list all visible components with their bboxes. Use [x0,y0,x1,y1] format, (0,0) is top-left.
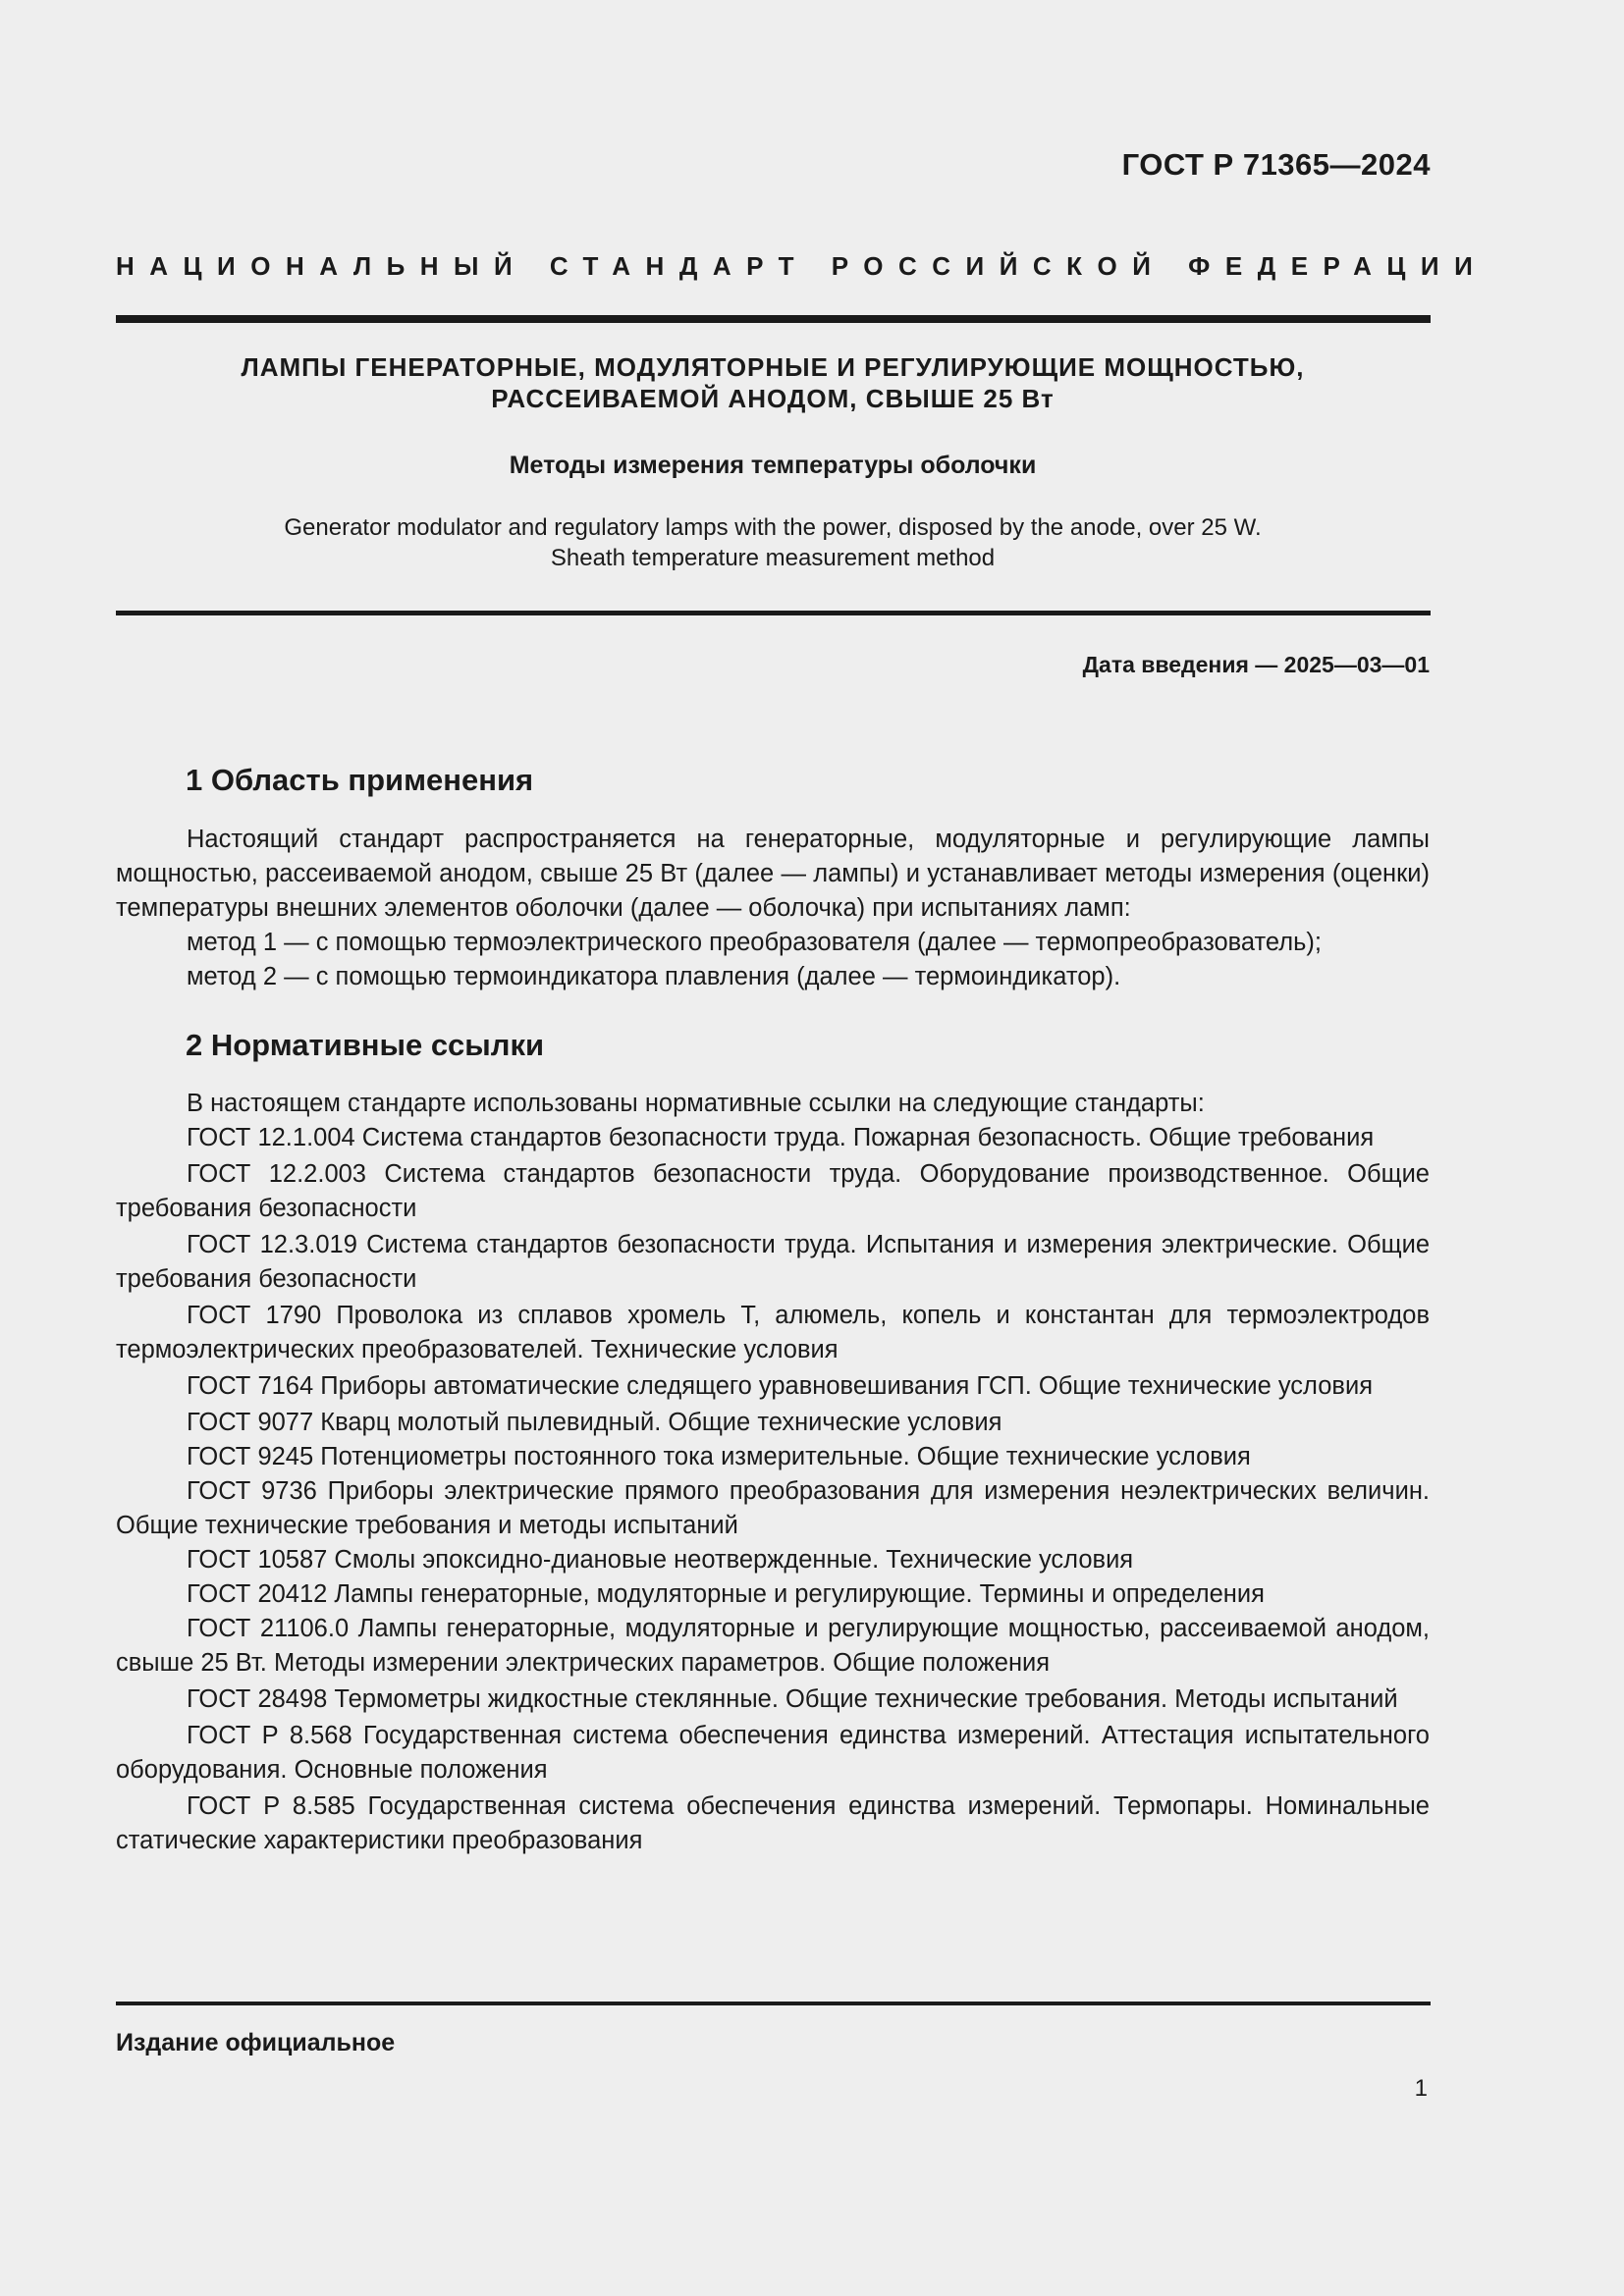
method-2: метод 2 — с помощью термоиндикатора плавления (далее — термоиндикатор). [187,963,1121,990]
document-title [116,351,1430,414]
page-number: 1 [1414,2075,1428,2102]
references-intro: В настоящем стандарте использованы нормативные ссылки на следующие стандарты: [187,1090,1205,1117]
scope-paragraph: Настоящий стандарт распространяется на генераторные, модуляторные и регулирующие лампы мощностью, рассеиваемой анодом, свыше 25 Вт (далее — лампы) и устанавливает методы измерения (оценки) температуры внешних элементов оболочки (далее — оболочка) при испытаниях ламп: [116,826,1430,922]
reference-item: ГОСТ 10587 Смолы эпоксидно-диановые неотвержденные. Технические условия [187,1546,1134,1574]
reference-item: ГОСТ 12.1.004 Система стандартов безопасности труда. Пожарная безопасность. Общие требования [187,1124,1375,1151]
section-1-heading: 1 Область применения [186,763,534,797]
reference-item: ГОСТ 20412 Лампы генераторные, модуляторные и регулирующие. Термины и определения [187,1580,1265,1608]
footer-divider [116,2002,1431,2005]
reference-item: ГОСТ 28498 Термометры жидкостные стеклянные. Общие технические требования. Методы испытаний [187,1685,1398,1713]
header-divider [116,315,1431,323]
english-title-line-2: Sheath temperature measurement method [550,545,996,571]
title-line-2: РАССЕИВАЕМОЙ АНОДОМ, СВЫШЕ 25 Вт [491,384,1055,413]
reference-item: ГОСТ 9077 Кварц молотый пылевидный. Общие технические условия [187,1409,1002,1436]
reference-item: ГОСТ 21106.0 Лампы генераторные, модуляторные и регулирующие мощностью, рассеиваемой анодом, свыше 25 Вт. Методы измерении электрических параметров. Общие положения [116,1615,1430,1677]
reference-item: ГОСТ Р 8.568 Государственная система обеспечения единства измерений. Аттестация испытательного оборудования. Основные положения [116,1722,1430,1784]
reference-item: ГОСТ 12.3.019 Система стандартов безопасности труда. Испытания и измерения электрические. Общие требования безопасности [116,1231,1430,1293]
reference-item: ГОСТ Р 8.585 Государственная система обеспечения единства измерений. Термопары. Номинальные статические характеристики преобразования [116,1792,1430,1854]
section-1-body [116,823,1430,994]
reference-item: ГОСТ 9245 Потенциометры постоянного тока измерительные. Общие технические условия [187,1443,1251,1470]
section-2-heading: 2 Нормативные ссылки [186,1028,545,1062]
document-subtitle: Методы измерения температуры оболочки [509,452,1037,479]
method-1: метод 1 — с помощью термоэлектрического преобразователя (далее — термопреобразователь); [187,929,1323,956]
section-2-body [116,1087,1430,1858]
reference-item: ГОСТ 12.2.003 Система стандартов безопасности труда. Оборудование производственное. Общие требования безопасности [116,1160,1430,1222]
english-title [116,512,1430,573]
reference-item: ГОСТ 7164 Приборы автоматические следящего уравновешивания ГСП. Общие технические условия [187,1372,1374,1400]
national-standard-label: НАЦИОНАЛЬНЫЙ СТАНДАРТ РОССИЙСКОЙ ФЕДЕРАЦИИ [116,251,1489,281]
reference-item: ГОСТ 9736 Приборы электрические прямого преобразования для измерения неэлектрических величин. Общие технические требования и методы испытаний [116,1477,1430,1539]
title-divider [116,611,1431,615]
reference-item: ГОСТ 1790 Проволока из сплавов хромель Т, алюмель, копель и константан для термоэлектродов термоэлектрических преобразователей. Технические условия [116,1302,1430,1363]
title-line-1: ЛАМПЫ ГЕНЕРАТОРНЫЕ, МОДУЛЯТОРНЫЕ И РЕГУЛИРУЮЩИЕ МОЩНОСТЬЮ, [241,352,1305,382]
english-title-line-1: Generator modulator and regulatory lamps with the power, disposed by the anode, over 25 W. [284,514,1262,541]
official-edition-label: Издание официальное [116,2029,396,2056]
document-code: ГОСТ Р 71365—2024 [1121,147,1431,182]
introduction-date: Дата введения — 2025—03—01 [1082,652,1430,677]
